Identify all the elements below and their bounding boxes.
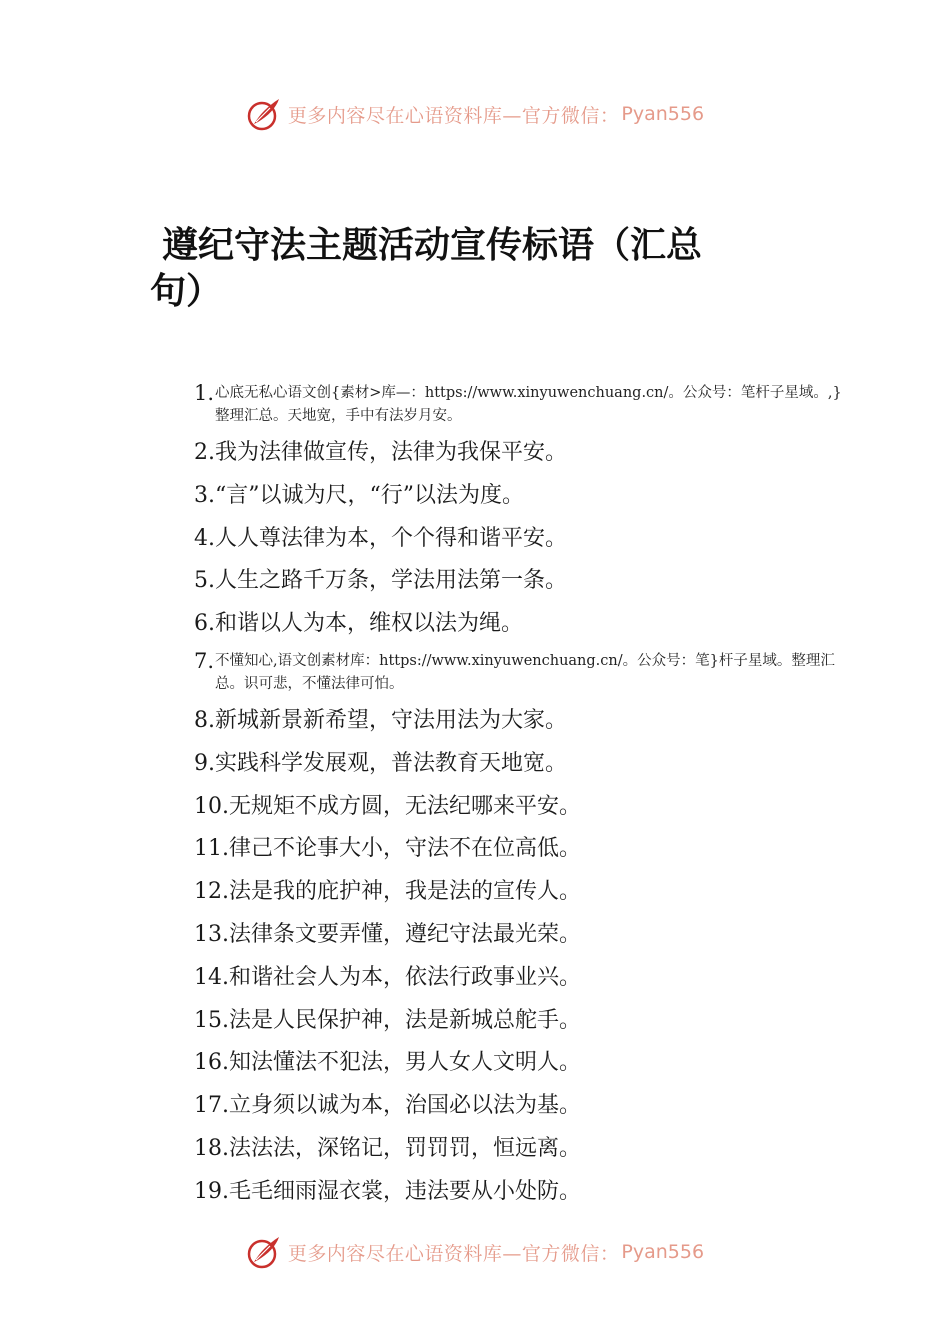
wechat-id: Pyan556: [621, 1241, 705, 1263]
item-text: 人人尊法律为本，个个得和谐平安。: [215, 525, 568, 551]
list-item: [194, 1042, 844, 1085]
wechat-id: Pyan556: [621, 103, 705, 125]
item-text: 和谐社会人为本，依法行政事业兴。: [229, 964, 582, 990]
slogan-list: [194, 378, 844, 1214]
item-number: 10.: [194, 793, 229, 819]
list-item: [194, 871, 844, 914]
quill-logo-icon: [246, 96, 282, 132]
item-number: 14.: [194, 964, 229, 990]
item-number: 13.: [194, 921, 229, 947]
list-item: [194, 432, 844, 475]
item-number: 3.: [194, 482, 215, 508]
list-item: [194, 914, 844, 957]
item-number: 16.: [194, 1050, 229, 1076]
item-text: 我为法律做宣传，法律为我保平安。: [215, 440, 568, 465]
item-number: 17.: [194, 1093, 229, 1119]
item-text: 立身须以诚为本，治国必以法为基。: [229, 1093, 582, 1119]
item-text: 毛毛细雨湿衣裳，违法要从小处防。: [229, 1178, 582, 1204]
item-text: 新城新景新希望，守法用法为大家。: [215, 707, 568, 733]
item-number: 2.: [194, 440, 215, 465]
item-text: 知法懂法不犯法，男人女人文明人。: [229, 1050, 582, 1076]
banner-text: 更多内容尽在心语资料库—官方微信：: [287, 1242, 620, 1265]
list-item: [194, 1000, 844, 1043]
item-text: 无规矩不成方圆，无法纪哪来平安。: [229, 793, 582, 819]
list-item: [194, 475, 844, 518]
list-item: [194, 560, 844, 603]
quill-logo-icon: [246, 1234, 282, 1270]
title-line-2: 句）: [150, 270, 223, 312]
list-item: [194, 700, 844, 743]
list-item: [194, 743, 844, 786]
footer-banner: [0, 1232, 950, 1272]
item-number: 18.: [194, 1135, 229, 1161]
item-text: “言”以诚为尺，“行”以法为度。: [215, 482, 524, 508]
item-number: 5.: [194, 568, 215, 594]
item-number: 6.: [194, 611, 215, 637]
list-item: [194, 1171, 844, 1214]
item-number: 9.: [194, 750, 215, 776]
list-item: [194, 603, 844, 646]
list-item: [194, 1085, 844, 1128]
item-number: 19.: [194, 1178, 229, 1204]
item-text: 人生之路千万条，学法用法第一条。: [215, 568, 568, 594]
list-item: [194, 957, 844, 1000]
item-number: 11.: [194, 836, 229, 862]
list-item: [194, 828, 844, 871]
item-text: 法律条文要弄懂，遵纪守法最光荣。: [229, 921, 582, 947]
item-text: 和谐以人为本，维权以法为绳。: [215, 611, 524, 637]
item-text: 律己不论事大小，守法不在位高低。: [229, 836, 582, 862]
list-item: [194, 518, 844, 561]
item-number: 12.: [194, 879, 229, 905]
item-text: 法法法，深铭记，罚罚罚，恒远离。: [229, 1135, 582, 1161]
banner-text: 更多内容尽在心语资料库—官方微信：: [287, 104, 620, 127]
page-title: [150, 222, 750, 314]
item-text: 不懂知心,语文创素材库：https://www.xinyuwenchuang.cn/。公众号：笔}杆子星域。整理汇总。识可悲，不懂法律可怕。: [215, 652, 835, 692]
item-number: 8.: [194, 707, 215, 733]
list-item: [194, 646, 844, 700]
item-text: 法是我的庇护神，我是法的宣传人。: [229, 879, 582, 905]
item-number: 15.: [194, 1007, 229, 1033]
list-item: [194, 378, 844, 432]
item-text: 实践科学发展观，普法教育天地宽。: [215, 750, 568, 776]
list-item: [194, 786, 844, 829]
item-text: 法是人民保护神，法是新城总舵手。: [229, 1007, 582, 1033]
list-item: [194, 1128, 844, 1171]
item-number: 1.: [194, 381, 215, 405]
title-line-1: 遵纪守法主题活动宣传标语（汇总: [162, 224, 703, 266]
item-number: 4.: [194, 525, 215, 551]
header-banner: [0, 94, 950, 134]
item-text: 心底无私心语文创{素材>库—：https://www.xinyuwenchuang.cn/。公众号：笔杆子星域。,}整理汇总。天地宽，手中有法岁月安。: [215, 385, 842, 424]
item-number: 7.: [194, 648, 215, 673]
